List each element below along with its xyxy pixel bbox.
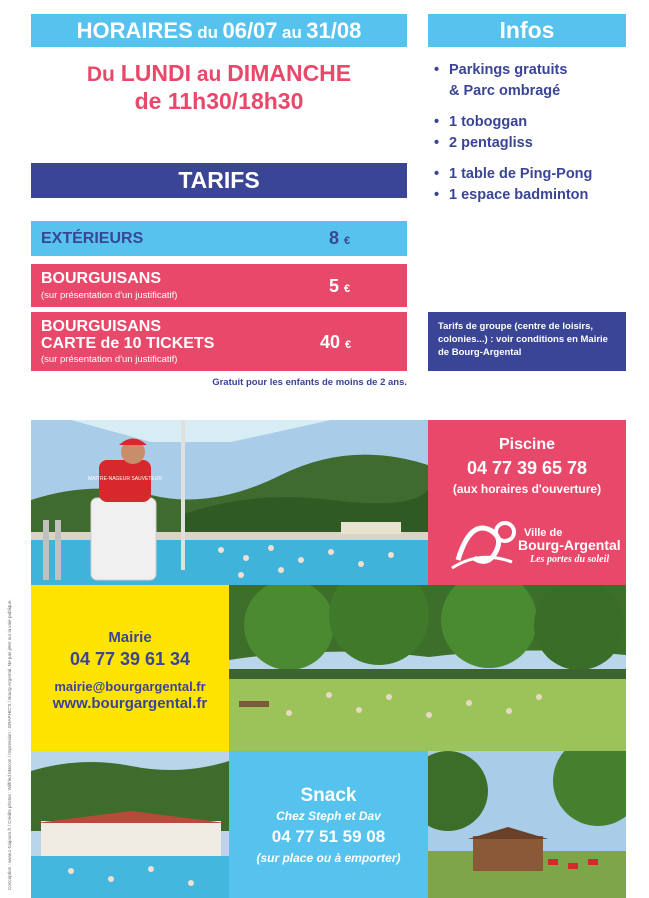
logo-line3: Les portes du soleil bbox=[530, 554, 610, 565]
photo-park-lawn bbox=[229, 585, 626, 751]
horaires-du: du bbox=[197, 23, 219, 42]
days-prefix: Du bbox=[86, 63, 115, 86]
horaires-start-date: 06/07 bbox=[222, 18, 278, 43]
days-mid: au bbox=[196, 63, 222, 86]
tarif-label: BOURGUISANS CARTE de 10 TICKETS bbox=[41, 318, 215, 352]
bullet-icon: • bbox=[434, 62, 440, 78]
snack-contact-box bbox=[229, 751, 428, 898]
photo-pool-building bbox=[31, 751, 229, 898]
tarif-price: 40 € bbox=[320, 332, 352, 352]
tarifs-header: TARIFS bbox=[31, 163, 407, 198]
tarif-condition: (sur présentation d'un justificatif) bbox=[41, 354, 178, 365]
logo-line1: Ville de bbox=[524, 527, 563, 539]
mairie-phone[interactable]: 04 77 39 61 34 bbox=[69, 649, 191, 669]
horaires-header bbox=[31, 14, 407, 47]
credits-vertical bbox=[7, 500, 17, 890]
day-end: DIMANCHE bbox=[227, 60, 352, 86]
opening-days bbox=[31, 60, 407, 115]
bullet-icon: • bbox=[434, 135, 440, 151]
info-item: 1 espace badminton bbox=[449, 187, 589, 203]
bullet-icon: • bbox=[434, 187, 440, 203]
info-item: & Parc ombragé bbox=[449, 83, 561, 99]
tarif-price: 8 € bbox=[329, 228, 351, 248]
tarif-price: 5 € bbox=[329, 276, 351, 296]
tarif-label: EXTÉRIEURS bbox=[41, 230, 144, 247]
info-group-games bbox=[434, 164, 634, 206]
snack-phone[interactable]: 04 77 51 59 08 bbox=[271, 827, 386, 846]
day-start: LUNDI bbox=[120, 60, 191, 86]
piscine-phone[interactable]: 04 77 39 65 78 bbox=[466, 458, 588, 478]
horaires-title: HORAIRES bbox=[76, 18, 193, 43]
credits-text: Conception : www.c-toujours.fr / Crédits photos : Wilfried Marcon / Impression : GRAPHIC'S / Bourg-Argental. Ne pas jeter sur la voie publique. bbox=[7, 599, 12, 890]
piscine-title: Piscine bbox=[498, 436, 556, 453]
info-group-slides bbox=[434, 112, 634, 154]
infos-header: Infos bbox=[428, 14, 626, 47]
photo-snack-terrace bbox=[428, 751, 626, 898]
free-under-2-note: Gratuit pour les enfants de moins de 2 ans. bbox=[212, 377, 407, 388]
bullet-icon: • bbox=[434, 114, 440, 130]
photo-pool-lifeguard bbox=[31, 420, 428, 585]
snack-note: (sur place ou à emporter) bbox=[256, 851, 401, 865]
logo-line2: Bourg-Argental bbox=[518, 537, 620, 553]
horaires-end-date: 31/08 bbox=[306, 18, 362, 43]
info-item: Parkings gratuits bbox=[449, 62, 568, 78]
infos-list bbox=[434, 60, 634, 216]
bullet-icon: • bbox=[434, 166, 440, 182]
tarif-row-carte-10 bbox=[31, 312, 407, 371]
mairie-contact-box bbox=[31, 585, 229, 751]
info-item: 1 table de Ping-Pong bbox=[449, 166, 593, 182]
mairie-email-link[interactable]: mairie@bourgargental.fr bbox=[54, 679, 206, 694]
opening-hours: de 11h30/18h30 bbox=[134, 88, 304, 114]
info-group-parking bbox=[434, 60, 634, 102]
group-rates-note: Tarifs de groupe (centre de loisirs, colonies...) : voir conditions en Mairie de Bourg-Argental bbox=[428, 312, 626, 371]
info-item: 2 pentagliss bbox=[449, 135, 533, 151]
info-item: 1 toboggan bbox=[449, 114, 528, 130]
snack-title: Snack bbox=[300, 785, 357, 806]
horaires-au: au bbox=[281, 23, 302, 42]
tarif-condition: (sur présentation d'un justificatif) bbox=[41, 290, 178, 301]
snack-subtitle: Chez Steph et Dav bbox=[276, 809, 381, 823]
tarif-row-bourguisans bbox=[31, 264, 407, 307]
mairie-website-link[interactable]: www.bourgargental.fr bbox=[52, 695, 208, 712]
tarif-label: BOURGUISANS bbox=[41, 270, 162, 287]
bourg-argental-logo bbox=[450, 510, 620, 570]
piscine-hours-note: (aux horaires d'ouverture) bbox=[452, 482, 602, 496]
tarif-row-exterieurs bbox=[31, 221, 407, 256]
piscine-contact-box bbox=[428, 420, 626, 585]
lifeguard-shirt-text: MAITRE-NAGEUR SAUVETEUR bbox=[88, 476, 162, 482]
mairie-title: Mairie bbox=[108, 629, 152, 646]
